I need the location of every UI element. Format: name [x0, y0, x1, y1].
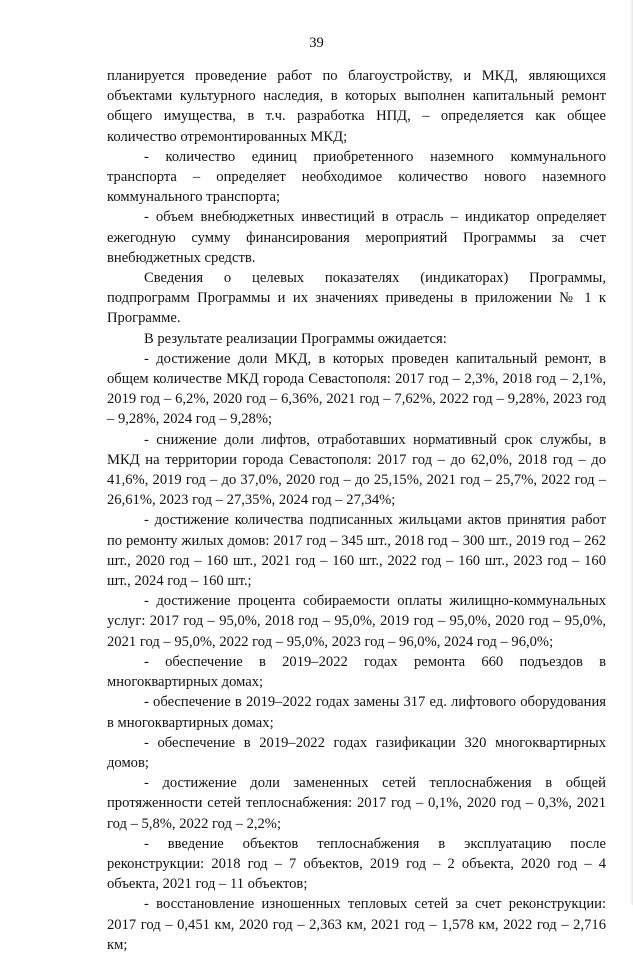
paragraph-heating-network-share: - достижение доли замененных сетей теплоснабжения в общей протяженности сетей теплоснабжения: 2017 год – 0,1%, 2020 год – 0,3%, 2021 год – 5,8%, 2022 год – 2,2%; [107, 775, 606, 832]
body-text [107, 66, 606, 955]
paragraph-heating-restoration: - восстановление изношенных тепловых сетей за счет реконструкции: 2017 год – 0,451 км, 2020 год – 2,363 км, 2021 год – 1,578 км, 2022 год – 2,716 км; [107, 896, 606, 953]
paragraph-mkd-repair-share: - достижение доли МКД, в которых проведен капитальный ремонт, в общем количестве МКД города Севастополя: 2017 год – 2,3%, 2018 год – 2,1%, 2019 год – 6,2%, 2020 год – 6,36%, 2021 год – 7,62%, 2022 год – 9,28%, 2023 год – 9,28%, 2024 год – 9,28%; [107, 350, 606, 428]
paragraph-elevator-replacement: - обеспечение в 2019–2022 годах замены 317 ед. лифтового оборудования в многоквартирных домах; [107, 694, 606, 731]
paragraph-signed-acts: - достижение количества подписанных жильцами актов принятия работ по ремонту жилых домов: 2017 год – 345 шт., 2018 год – 300 шт., 2019 год – 262 шт., 2020 год – 160 шт., 2021 год – 160 шт., 2022 год – 160 шт., 2023 год – 160 шт., 2024 год – 160 шт.; [107, 512, 606, 590]
paragraph-entrance-repair: - обеспечение в 2019–2022 годах ремонта 660 подъездов в многоквартирных домах; [107, 653, 606, 691]
paragraph-gasification: - обеспечение в 2019–2022 годах газификации 320 многоквартирных домов; [107, 734, 606, 771]
paragraph-investments: - объем внебюджетных инвестиций в отрасль – индикатор определяет ежегодную сумму финансирования мероприятий Программы за счет внебюджетных средств. [107, 209, 606, 266]
page-number: 39 [309, 35, 324, 51]
paragraph-heating-objects: - введение объектов теплоснабжения в эксплуатацию после реконструкции: 2018 год – 7 объектов, 2019 год – 2 объекта, 2020 год – 4 объекта, 2021 год – 11 объектов; [107, 835, 606, 893]
paragraph-elevator-share: - снижение доли лифтов, отработавших нормативный срок службы, в МКД на территории города Севастополя: 2017 год – до 62,0%, 2018 год – до 41,6%, 2019 год – до 37,0%, 2020 год – до 25,15%, 2021 год – 25,7%, 2022 год – 26,61%, 2023 год – 27,35%, 2024 год – 27,34%; [107, 431, 606, 509]
paragraph-transport-count: - количество единиц приобретенного наземного коммунального транспорта – определяет необходимое количество нового наземного коммунального транспорта; [107, 148, 606, 206]
paragraph-continuation: планируется проведение работ по благоустройству, и МКД, являющихся объектами культурного наследия, в которых выполнен капитальный ремонт общего имущества, в т.ч. разработка НПД, – определяется как общее количество отремонтированных МКД; [107, 68, 606, 145]
paragraph-indicators-reference: Сведения о целевых показателях (индикаторах) Программы, подпрограмм Программы и их значениях приведены в приложении № 1 к Программе. [107, 270, 606, 327]
paragraph-payment-collection: - достижение процента собираемости оплаты жилищно-коммунальных услуг: 2017 год – 95,0%, 2018 год – 95,0%, 2019 год – 95,0%, 2020 год – 95,0%, 2021 год – 95,0%, 2022 год – 95,0%, 2023 год – 96,0%, 2024 год – 96,0%; [107, 593, 606, 650]
paragraph-expected-results-heading: В результате реализации Программы ожидается: [144, 330, 447, 347]
